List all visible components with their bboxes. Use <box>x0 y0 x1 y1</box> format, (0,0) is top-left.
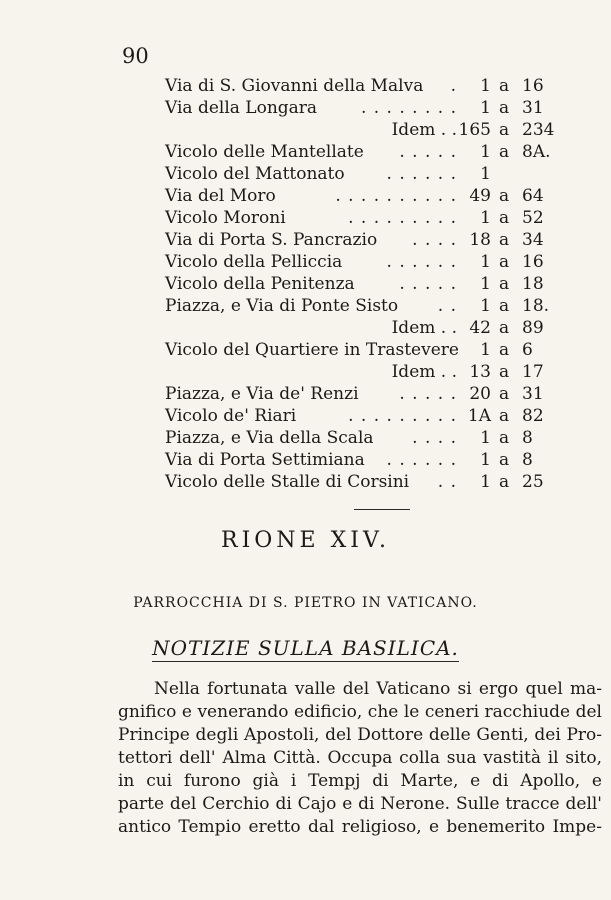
body-line: gnifico e venerando edificio, che le ceneri racchiude del <box>118 702 602 722</box>
number-to: 82 <box>522 406 544 426</box>
page-number: 90 <box>122 44 149 68</box>
number-from: 1 <box>480 274 491 294</box>
number-from: 165 <box>458 120 491 140</box>
number-from: 1 <box>480 98 491 118</box>
street-name: Vicolo de' Riari <box>165 406 297 426</box>
leader-dots: . . . . . . . . . . <box>335 186 457 206</box>
section-title <box>0 636 611 660</box>
index-row <box>165 471 580 493</box>
range-separator: a <box>499 252 510 272</box>
index-row <box>165 317 580 339</box>
street-name: Vicolo della Pelliccia <box>165 252 343 272</box>
number-to: 18 <box>522 274 544 294</box>
range-separator: a <box>499 76 510 96</box>
range-separator: a <box>499 318 510 338</box>
body-line: in cui furono già i Tempj di Marte, e di Apollo, e <box>118 771 602 791</box>
number-from: 20 <box>469 384 491 404</box>
street-index-list <box>165 75 580 493</box>
number-to: 89 <box>522 318 544 338</box>
idem-label: Idem . . <box>391 120 457 140</box>
leader-dots: . . . . . <box>399 274 457 294</box>
range-separator: a <box>499 384 510 404</box>
street-name: Vicolo della Penitenza <box>165 274 355 294</box>
range-separator: a <box>499 296 510 316</box>
index-row <box>165 185 580 207</box>
range-separator: a <box>499 340 510 360</box>
index-row <box>165 449 580 471</box>
index-row <box>165 273 580 295</box>
leader-dots: . . . . . . . . . <box>348 208 457 228</box>
leader-dots: . <box>450 76 457 96</box>
body-line: tettori dell' Alma Città. Occupa colla sua vastità il sito, <box>118 748 602 768</box>
index-row <box>165 207 580 229</box>
number-from: 1A <box>467 406 491 426</box>
number-to: 16 <box>522 76 544 96</box>
street-name: Via della Longara <box>165 98 318 118</box>
index-row <box>165 383 580 405</box>
body-line: Principe degli Apostoli, del Dottore delle Genti, dei Pro- <box>118 725 602 745</box>
range-separator: a <box>499 472 510 492</box>
range-separator: a <box>499 186 510 206</box>
range-separator: a <box>499 406 510 426</box>
number-from: 13 <box>469 362 491 382</box>
index-row <box>165 339 580 361</box>
leader-dots: . . . . <box>412 428 457 448</box>
idem-label: Idem . . <box>391 362 457 382</box>
number-from: 1 <box>480 472 491 492</box>
street-name: Via di S. Giovanni della Malva <box>165 76 424 96</box>
leader-dots: . . <box>437 296 457 316</box>
number-from: 1 <box>480 252 491 272</box>
street-name: Vicolo delle Stalle di Corsini <box>165 472 410 492</box>
body-line: antico Tempio eretto dal religioso, e benemerito Impe- <box>118 817 602 837</box>
number-to: 34 <box>522 230 544 250</box>
leader-dots: . . . . . <box>399 142 457 162</box>
number-to: 234 <box>522 120 555 140</box>
leader-dots: . . . . . . <box>386 252 457 272</box>
body-line: Nella fortunata valle del Vaticano si ergo quel ma- <box>154 679 602 699</box>
leader-dots: . . . . . . <box>386 164 457 184</box>
number-from: 1 <box>480 76 491 96</box>
number-to: 16 <box>522 252 544 272</box>
street-name: Vicolo Moroni <box>165 208 286 228</box>
number-to: 25 <box>522 472 544 492</box>
index-row <box>165 427 580 449</box>
number-to: 18. <box>522 296 550 316</box>
number-to: 6 <box>522 340 533 360</box>
street-name: Via di Porta Settimiana <box>165 450 365 470</box>
range-separator: a <box>499 362 510 382</box>
body-line: parte del Cerchio di Cajo e di Nerone. Sulle tracce dell' <box>118 794 602 814</box>
number-to: 31 <box>522 98 544 118</box>
range-separator: a <box>499 98 510 118</box>
index-row <box>165 229 580 251</box>
rione-title: RIONE XIV. <box>221 528 390 553</box>
leader-dots: . . . . <box>412 230 457 250</box>
number-from: 18 <box>469 230 491 250</box>
index-row <box>165 97 580 119</box>
idem-label: Idem . . <box>391 318 457 338</box>
number-to: 8A. <box>522 142 551 162</box>
street-name: Vicolo del Mattonato <box>165 164 345 184</box>
index-row <box>165 361 580 383</box>
range-separator: a <box>499 450 510 470</box>
leader-dots: . . . . . . <box>386 450 457 470</box>
range-separator: a <box>499 230 510 250</box>
range-separator: a <box>499 120 510 140</box>
index-row <box>165 75 580 97</box>
number-to: 8 <box>522 428 533 448</box>
index-row <box>165 251 580 273</box>
body-text <box>118 678 602 839</box>
range-separator: a <box>499 208 510 228</box>
number-to: 52 <box>522 208 544 228</box>
range-separator: a <box>499 428 510 448</box>
range-separator: a <box>499 142 510 162</box>
leader-dots: . . <box>437 472 457 492</box>
index-row <box>165 163 580 185</box>
leader-dots: . . . . . <box>399 384 457 404</box>
number-to: 64 <box>522 186 544 206</box>
street-name: Vicolo del Quartiere in Trastevere <box>165 340 459 360</box>
index-row <box>165 295 580 317</box>
street-name: Piazza, e Via della Scala <box>165 428 374 448</box>
street-name: Vicolo delle Mantellate <box>165 142 364 162</box>
parish-title: PARROCCHIA DI S. PIETRO IN VATICANO. <box>133 595 478 611</box>
number-from: 42 <box>469 318 491 338</box>
range-separator: a <box>499 274 510 294</box>
number-from: 1 <box>480 296 491 316</box>
index-row <box>165 141 580 163</box>
number-from: 1 <box>480 164 491 184</box>
leader-dots: . . . . . . . . . <box>348 406 457 426</box>
number-from: 1 <box>480 428 491 448</box>
street-name: Via del Moro <box>165 186 276 206</box>
street-name: Piazza, e Via de' Renzi <box>165 384 359 404</box>
number-from: 1 <box>480 340 491 360</box>
leader-dots: . . . . . . . . <box>360 98 457 118</box>
street-name: Via di Porta S. Pancrazio <box>165 230 378 250</box>
section-title-text: NOTIZIE SULLA BASILICA. <box>152 636 459 660</box>
section-rule <box>354 509 410 510</box>
street-name: Piazza, e Via di Ponte Sisto <box>165 296 399 316</box>
number-from: 1 <box>480 208 491 228</box>
number-to: 31 <box>522 384 544 404</box>
number-to: 17 <box>522 362 544 382</box>
index-row <box>165 119 580 141</box>
number-from: 49 <box>469 186 491 206</box>
number-from: 1 <box>480 450 491 470</box>
index-row <box>165 405 580 427</box>
number-from: 1 <box>480 142 491 162</box>
number-to: 8 <box>522 450 533 470</box>
